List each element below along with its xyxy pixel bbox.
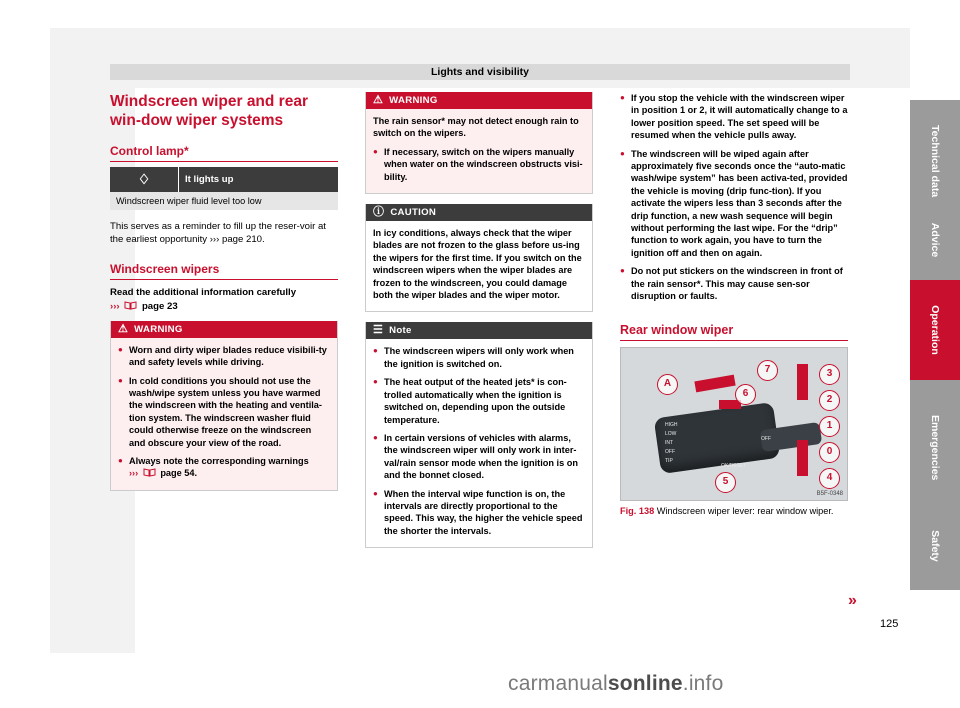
read-more-label: Read the additional information carefully <box>110 287 297 299</box>
list-item: ● If you stop the vehicle with the windscreen wiper in position 1 or 2, it will automatically change to a lower position speed. The set speed will be resumed when the vehicle pulls away. <box>620 92 848 142</box>
warning-box-body <box>111 338 337 490</box>
lever-label-tip: TIP <box>665 457 673 464</box>
reference-page: page 54. <box>160 468 198 479</box>
callout-0: 0 <box>819 442 840 463</box>
figure-image <box>620 347 848 501</box>
tab-label: Operation <box>929 305 941 355</box>
list-item: ● The windscreen wipers will only work when the ignition is switched on. <box>373 345 585 370</box>
column-left <box>110 92 338 501</box>
callout-4: 4 <box>819 468 840 489</box>
caution-box-body <box>366 221 592 311</box>
read-more-page: page 23 <box>141 300 178 312</box>
table-row <box>110 167 338 192</box>
note-continuation-body <box>620 92 848 313</box>
note-info-icon: ☰ <box>373 324 384 337</box>
figure-number: Fig. 138 <box>620 505 655 516</box>
tab-advice[interactable] <box>910 200 960 280</box>
note-continuation <box>620 92 848 313</box>
warning-box-middle <box>365 92 593 194</box>
list-item <box>118 455 330 480</box>
callout-7: 7 <box>757 360 778 381</box>
tab-label: Advice <box>929 222 941 258</box>
callout-2: 2 <box>819 390 840 411</box>
tab-emergencies[interactable] <box>910 380 960 500</box>
book-icon <box>143 468 156 477</box>
continuation-arrow: » <box>848 592 857 609</box>
figure-138 <box>620 347 848 517</box>
list-item: ● If necessary, switch on the wipers manually when water on the windscreen obstructs visi-bility. <box>373 146 585 183</box>
control-lamp-icon: ♢ <box>110 167 179 192</box>
reference-arrows: ››› <box>129 468 139 479</box>
lever-label-okreset: OK/RESET <box>721 462 747 469</box>
lever-label-low: LOW <box>665 430 677 437</box>
list-item: ● The windscreen will be wiped again after approximately five seconds once the “auto-matic wash/wipe system” has been activa-ted, provided the vehicle is moving (drip func-tion). If you activate the wipers less than 3 seconds after the drip function, a new wash sequence will begin without performing the last wipe. For the “drip” function to work again, you have to turn the ignition off and then on again. <box>620 148 848 260</box>
lever-label-int: INT <box>665 439 674 446</box>
tab-label: Emergencies <box>929 415 941 481</box>
list-item: ● Worn and dirty wiper blades reduce visibili-ty and safety levels while driving. <box>118 344 330 369</box>
warning-lead-text: The rain sensor* may not detect enough rain to switch on the wipers. <box>373 116 579 139</box>
warning-box-title <box>366 92 592 109</box>
figure-caption-text: Windscreen wiper lever: rear window wiper. <box>656 505 834 516</box>
figure-caption <box>620 505 848 517</box>
arrow-down-right <box>797 440 808 476</box>
warning-box-title <box>111 321 337 338</box>
control-lamp-table <box>110 167 338 210</box>
lever-label-high: HIGH <box>665 421 678 428</box>
warning-box-body <box>366 109 592 193</box>
reference-arrows: ››› <box>110 300 120 312</box>
warning-label: WARNING <box>389 95 438 106</box>
table-header-label: It lights up <box>179 167 339 192</box>
list-item: ● Do not put stickers on the windscreen in front of the rain sensor*. This may cause sen-sor disruption or faults. <box>620 265 848 302</box>
tab-technical-data[interactable] <box>910 100 960 200</box>
list-item: ● When the interval wipe function is on, the intervals are directly proportional to the speed. This way, the higher the vehicle speed the shorter the intervals. <box>373 488 585 538</box>
column-right <box>620 92 848 517</box>
section-windscreen-wipers: Windscreen wipers <box>110 262 338 280</box>
warning-label: WARNING <box>134 323 183 335</box>
callout-5: 5 <box>715 472 736 493</box>
caution-text: In icy conditions, always check that the wiper blades are not frozen to the glass before us-ing the wipers for the first time. If you switch on the windscreen wipers when the wiper blades are frozen to the windscreen, you could damage both the wiper blades and the wiper motor. <box>373 228 582 301</box>
warning-triangle-icon: ⚠ <box>118 322 129 335</box>
read-more-text <box>110 286 338 312</box>
caution-box-title <box>366 204 592 221</box>
tab-operation[interactable] <box>910 280 960 380</box>
column-middle <box>365 92 593 558</box>
watermark: carmanualsonline.info <box>508 672 724 695</box>
arrow-up-left <box>694 374 735 392</box>
page-number: 125 <box>880 618 899 630</box>
tab-safety[interactable] <box>910 500 960 590</box>
note-box-body <box>366 339 592 547</box>
tab-label: Safety <box>929 530 941 562</box>
caution-label: CAUTION <box>390 207 437 219</box>
figure-code: B5F-0348 <box>816 490 843 497</box>
note-box-title <box>366 322 592 339</box>
list-item: ● The heat output of the heated jets* is con-trolled automatically when the ignition is switched on, depending upon the outside temperature. <box>373 376 585 426</box>
lever-label-off-right: OFF <box>761 435 771 442</box>
page-title: Windscreen wiper and rear win-dow wiper systems <box>110 93 308 129</box>
table-row <box>110 192 338 210</box>
lever-label-off: OFF <box>665 448 675 455</box>
section-rear-window-wiper: Rear window wiper <box>620 323 848 341</box>
tab-label: Technical data <box>929 125 941 198</box>
content-columns <box>110 92 850 612</box>
page-header: Lights and visibility <box>110 64 850 80</box>
intro-paragraph: This serves as a reminder to fill up the reser-voir at the earliest opportunity ››› page 210. <box>110 221 326 246</box>
list-item: ● In certain versions of vehicles with alarms, the windscreen wiper will only work in inter-val/rain sensor mode when the ignition is on and the bonnet closed. <box>373 432 585 482</box>
callout-6: 6 <box>735 384 756 405</box>
list-item-text: Always note the corresponding warnings <box>129 456 309 467</box>
table-cell-description: Windscreen wiper fluid level too low <box>110 192 338 210</box>
warning-box-left <box>110 321 338 491</box>
section-control-lamp: Control lamp* <box>110 144 338 162</box>
list-item: ● In cold conditions you should not use the wash/wipe system unless you have warmed the windscreen with the heating and ventila-tion system. The windscreen washer fluid could otherwise freeze on the windscreen and obscure your view of the road. <box>118 375 330 449</box>
callout-1: 1 <box>819 416 840 437</box>
caution-circle-icon: ⓘ <box>373 206 385 219</box>
caution-box <box>365 204 593 312</box>
arrow-up-right <box>797 364 808 400</box>
callout-A: A <box>657 374 678 395</box>
chapter-tabs <box>910 28 960 653</box>
note-label: Note <box>389 325 412 337</box>
book-icon <box>124 301 137 310</box>
note-box-middle <box>365 322 593 548</box>
warning-triangle-icon: ⚠ <box>373 94 384 106</box>
callout-3: 3 <box>819 364 840 385</box>
